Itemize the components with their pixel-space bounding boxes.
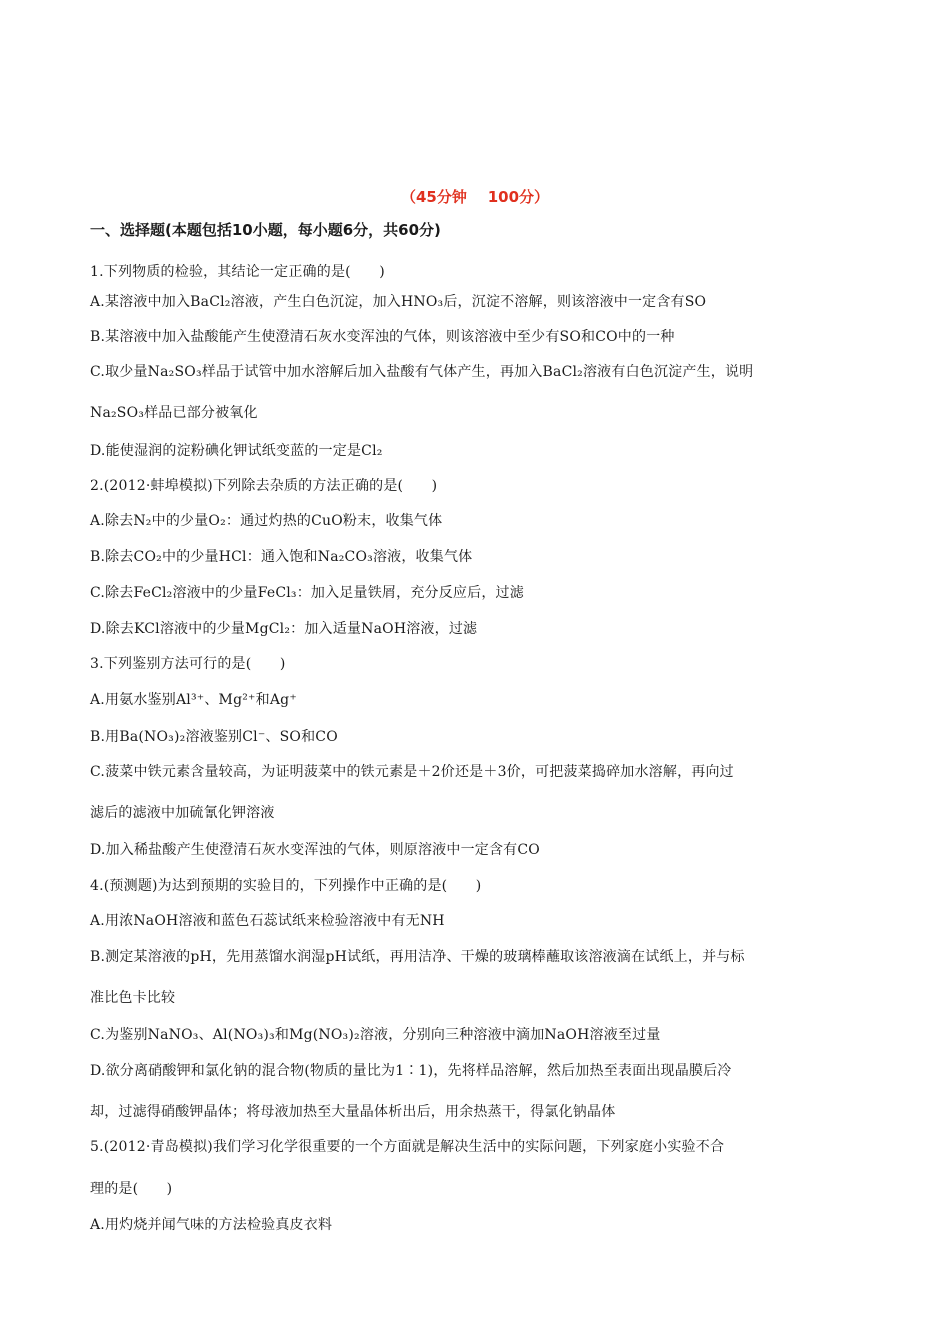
q1-option-b: B.某溶液中加入盐酸能产生使澄清石灰水变浑浊的气体，则该溶液中至少有SO和CO中的一种 [90, 329, 675, 345]
q1-option-c-cont: Na₂SO₃样品已部分被氧化 [90, 405, 258, 421]
q2-option-a: A.除去N₂中的少量O₂：通过灼热的CuO粉末，收集气体 [90, 513, 443, 529]
q5-stem-cont: 理的是( ) [90, 1181, 173, 1197]
time-score: （45分钟 100分） [400, 188, 550, 206]
q3-option-d: D.加入稀盐酸产生使澄清石灰水变浑浊的气体，则原溶液中一定含有CO [90, 842, 540, 858]
q4-option-c: C.为鉴别NaNO₃、Al(NO₃)₃和Mg(NO₃)₂溶液，分别向三种溶液中滴加NaOH溶液至过量 [90, 1027, 661, 1043]
q3-stem: 3.下列鉴别方法可行的是( ) [90, 656, 286, 672]
q2-stem: 2.(2012·蚌埠模拟)下列除去杂质的方法正确的是( ) [90, 478, 438, 494]
section-title: 一、选择题(本题包括10小题，每小题6分，共60分) [90, 221, 441, 239]
q1-stem: 1.下列物质的检验，其结论一定正确的是( ) [90, 264, 385, 280]
q4-option-b-cont: 准比色卡比较 [90, 990, 176, 1006]
q4-option-d: D.欲分离硝酸钾和氯化钠的混合物(物质的量比为1∶1)，先将样品溶解，然后加热至表面出现晶膜后冷 [90, 1063, 732, 1079]
q4-stem: 4.(预测题)为达到预期的实验目的，下列操作中正确的是( ) [90, 878, 482, 894]
q3-option-c-cont: 滤后的滤液中加硫氰化钾溶液 [90, 805, 275, 821]
q3-option-b: B.用Ba(NO₃)₂溶液鉴别Cl⁻、SO和CO [90, 729, 338, 745]
q4-option-a: A.用浓NaOH溶液和蓝色石蕊试纸来检验溶液中有无NH [90, 913, 445, 929]
q2-option-d: D.除去KCl溶液中的少量MgCl₂：加入适量NaOH溶液，过滤 [90, 621, 478, 637]
q5-stem: 5.(2012·青岛模拟)我们学习化学很重要的一个方面就是解决生活中的实际问题，下列家庭小实验不合 [90, 1139, 725, 1155]
q1-option-c: C.取少量Na₂SO₃样品于试管中加水溶解后加入盐酸有气体产生，再加入BaCl₂溶液有白色沉淀产生，说明 [90, 364, 754, 380]
q4-option-b: B.测定某溶液的pH，先用蒸馏水润湿pH试纸，再用洁净、干燥的玻璃棒蘸取该溶液滴在试纸上，并与标 [90, 949, 745, 965]
q3-option-a: A.用氨水鉴别Al³⁺、Mg²⁺和Ag⁺ [90, 692, 297, 708]
q2-option-b: B.除去CO₂中的少量HCl：通入饱和Na₂CO₃溶液，收集气体 [90, 549, 473, 565]
q5-option-a: A.用灼烧并闻气味的方法检验真皮衣料 [90, 1217, 333, 1233]
q1-option-d: D.能使湿润的淀粉碘化钾试纸变蓝的一定是Cl₂ [90, 443, 383, 459]
q2-option-c: C.除去FeCl₂溶液中的少量FeCl₃：加入足量铁屑，充分反应后，过滤 [90, 585, 524, 601]
q3-option-c: C.菠菜中铁元素含量较高，为证明菠菜中的铁元素是＋2价还是＋3价，可把菠菜捣碎加水溶解，再向过 [90, 764, 734, 780]
q1-option-a: A.某溶液中加入BaCl₂溶液，产生白色沉淀，加入HNO₃后，沉淀不溶解，则该溶液中一定含有SO [90, 294, 707, 310]
q4-option-d-cont: 却，过滤得硝酸钾晶体；将母液加热至大量晶体析出后，用余热蒸干，得氯化钠晶体 [90, 1104, 616, 1120]
